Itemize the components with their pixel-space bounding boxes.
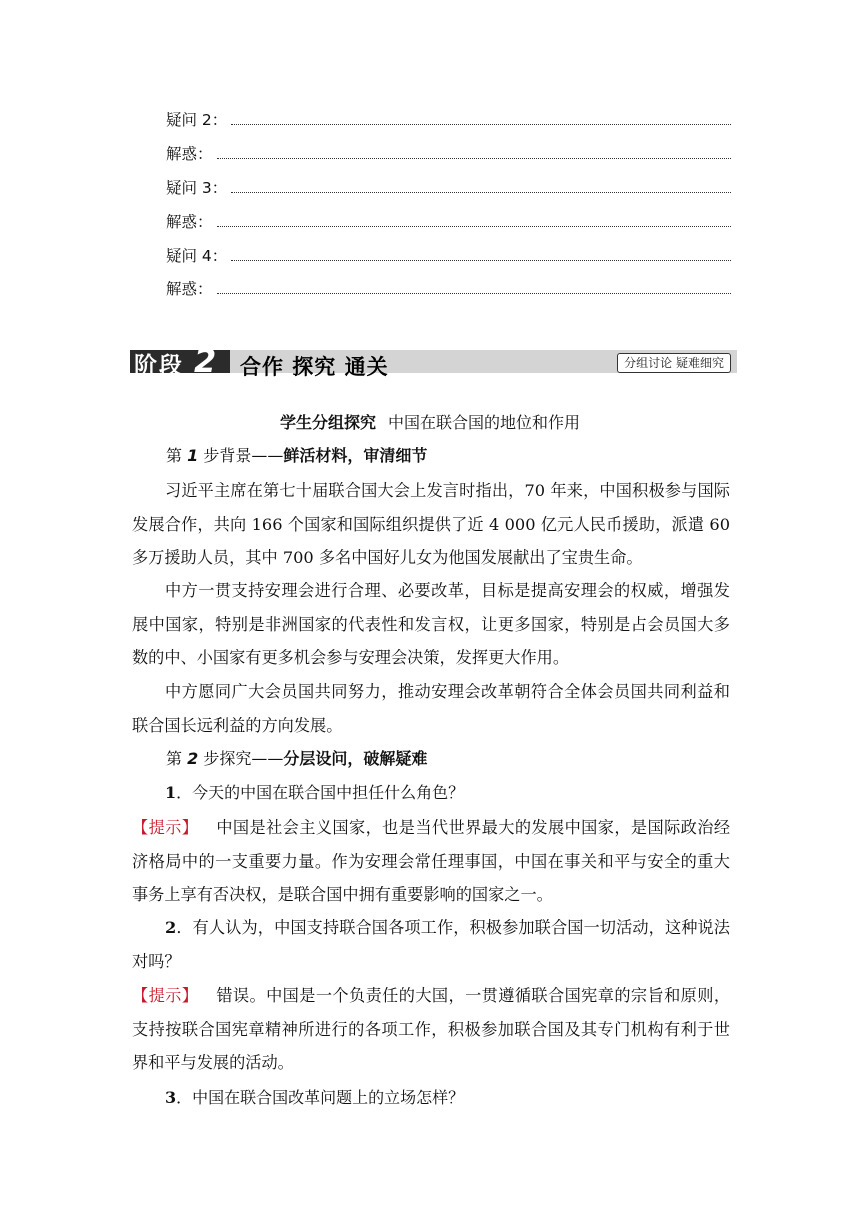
answer-line-2 (166, 138, 731, 164)
question-label: 疑问 2： (166, 111, 228, 129)
answer-label: 解惑： (166, 280, 213, 298)
step-prefix: 第 (166, 446, 188, 465)
step-prefix: 第 (166, 749, 188, 768)
answer-label: 解惑： (166, 213, 213, 231)
dotted-line (217, 158, 731, 159)
question-number: 3 (165, 1088, 177, 1107)
question-text: ．有人认为，中国支持联合国各项工作，积极参加联合国一切活动，这种说法对吗？ (132, 918, 730, 971)
question-number: 2 (165, 918, 177, 937)
dotted-line (217, 293, 731, 294)
background-paragraph-3: 中方愿同广大会员国共同努力，推动安理会改革朝符合全体会员国共同利益和联合国长远利益的方向发展。 (132, 682, 730, 735)
step-emphasis: 分层设问，破解疑难 (283, 749, 428, 768)
step-1-heading (166, 443, 427, 466)
answer-line-4 (166, 273, 731, 299)
stage-tag: 分组讨论 疑难细究 (617, 353, 731, 373)
question-line-3 (166, 172, 731, 198)
question-number: 1 (165, 783, 177, 802)
step-number: 2 (187, 749, 199, 768)
section-title-sub: 中国在联合国的地位和作用 (388, 413, 581, 432)
stage-number: 2 (194, 342, 217, 380)
answer-2 (132, 979, 730, 1080)
hint-label: 【提示】 (132, 986, 199, 1005)
step-mid: 步探究—— (198, 749, 284, 768)
question-2 (132, 911, 730, 978)
section-title-main: 学生分组探究 (279, 413, 376, 432)
background-paragraph-2: 中方一贯支持安理会进行合理、必要改革，目标是提高安理会的权威，增强发展中国家，特别是非洲国家的代表性和发言权，让更多国家，特别是占会员国大多数的中、小国家有更多机会参与安理会决策，发挥更大作用。 (132, 581, 730, 667)
dotted-line (217, 226, 731, 227)
dotted-line (231, 260, 731, 261)
question-text: ．今天的中国在联合国中担任什么角色？ (176, 783, 465, 802)
section-title (0, 410, 860, 433)
question-3 (165, 1085, 464, 1108)
stage-label: 阶段 (134, 353, 184, 379)
answer-text: 错误。中国是一个负责任的大国，一贯遵循联合国宪章的宗旨和原则，支持按联合国宪章精神所进行的各项工作，积极参加联合国及其专门机构有利于世界和平与发展的活动。 (132, 986, 731, 1072)
question-label: 疑问 4： (166, 247, 228, 265)
answer-label: 解惑： (166, 145, 213, 163)
stage-banner (130, 342, 737, 380)
answer-line-3 (166, 206, 731, 232)
hint-label: 【提示】 (132, 818, 199, 837)
dotted-line (231, 124, 731, 125)
stage-title: 合作 探究 通关 (240, 355, 389, 379)
answer-text: 中国是社会主义国家，也是当代世界最大的发展中国家，是国际政治经济格局中的一支重要力量。作为安理会常任理事国，中国在事关和平与安全的重大事务上享有否决权，是联合国中拥有重要影响的国家之一。 (132, 818, 731, 904)
question-1 (165, 780, 464, 803)
answer-1 (132, 811, 730, 912)
step-mid: 步背景—— (198, 446, 284, 465)
question-line-2 (166, 104, 731, 130)
dotted-line (231, 192, 731, 193)
question-line-4 (166, 240, 731, 266)
step-number: 1 (187, 446, 199, 465)
step-emphasis: 鲜活材料，审清细节 (283, 446, 428, 465)
question-text: ．中国在联合国改革问题上的立场怎样？ (176, 1088, 465, 1107)
question-label: 疑问 3： (166, 179, 228, 197)
step-2-heading (166, 746, 427, 769)
background-paragraph-1: 习近平主席在第七十届联合国大会上发言时指出，70 年来，中国积极参与国际发展合作，共向 166 个国家和国际组织提供了近 4 000 亿元人民币援助，派遣 60 多万援助人员，其中 700 多名中国好儿女为他国发展献出了宝贵生命。 (132, 481, 730, 567)
